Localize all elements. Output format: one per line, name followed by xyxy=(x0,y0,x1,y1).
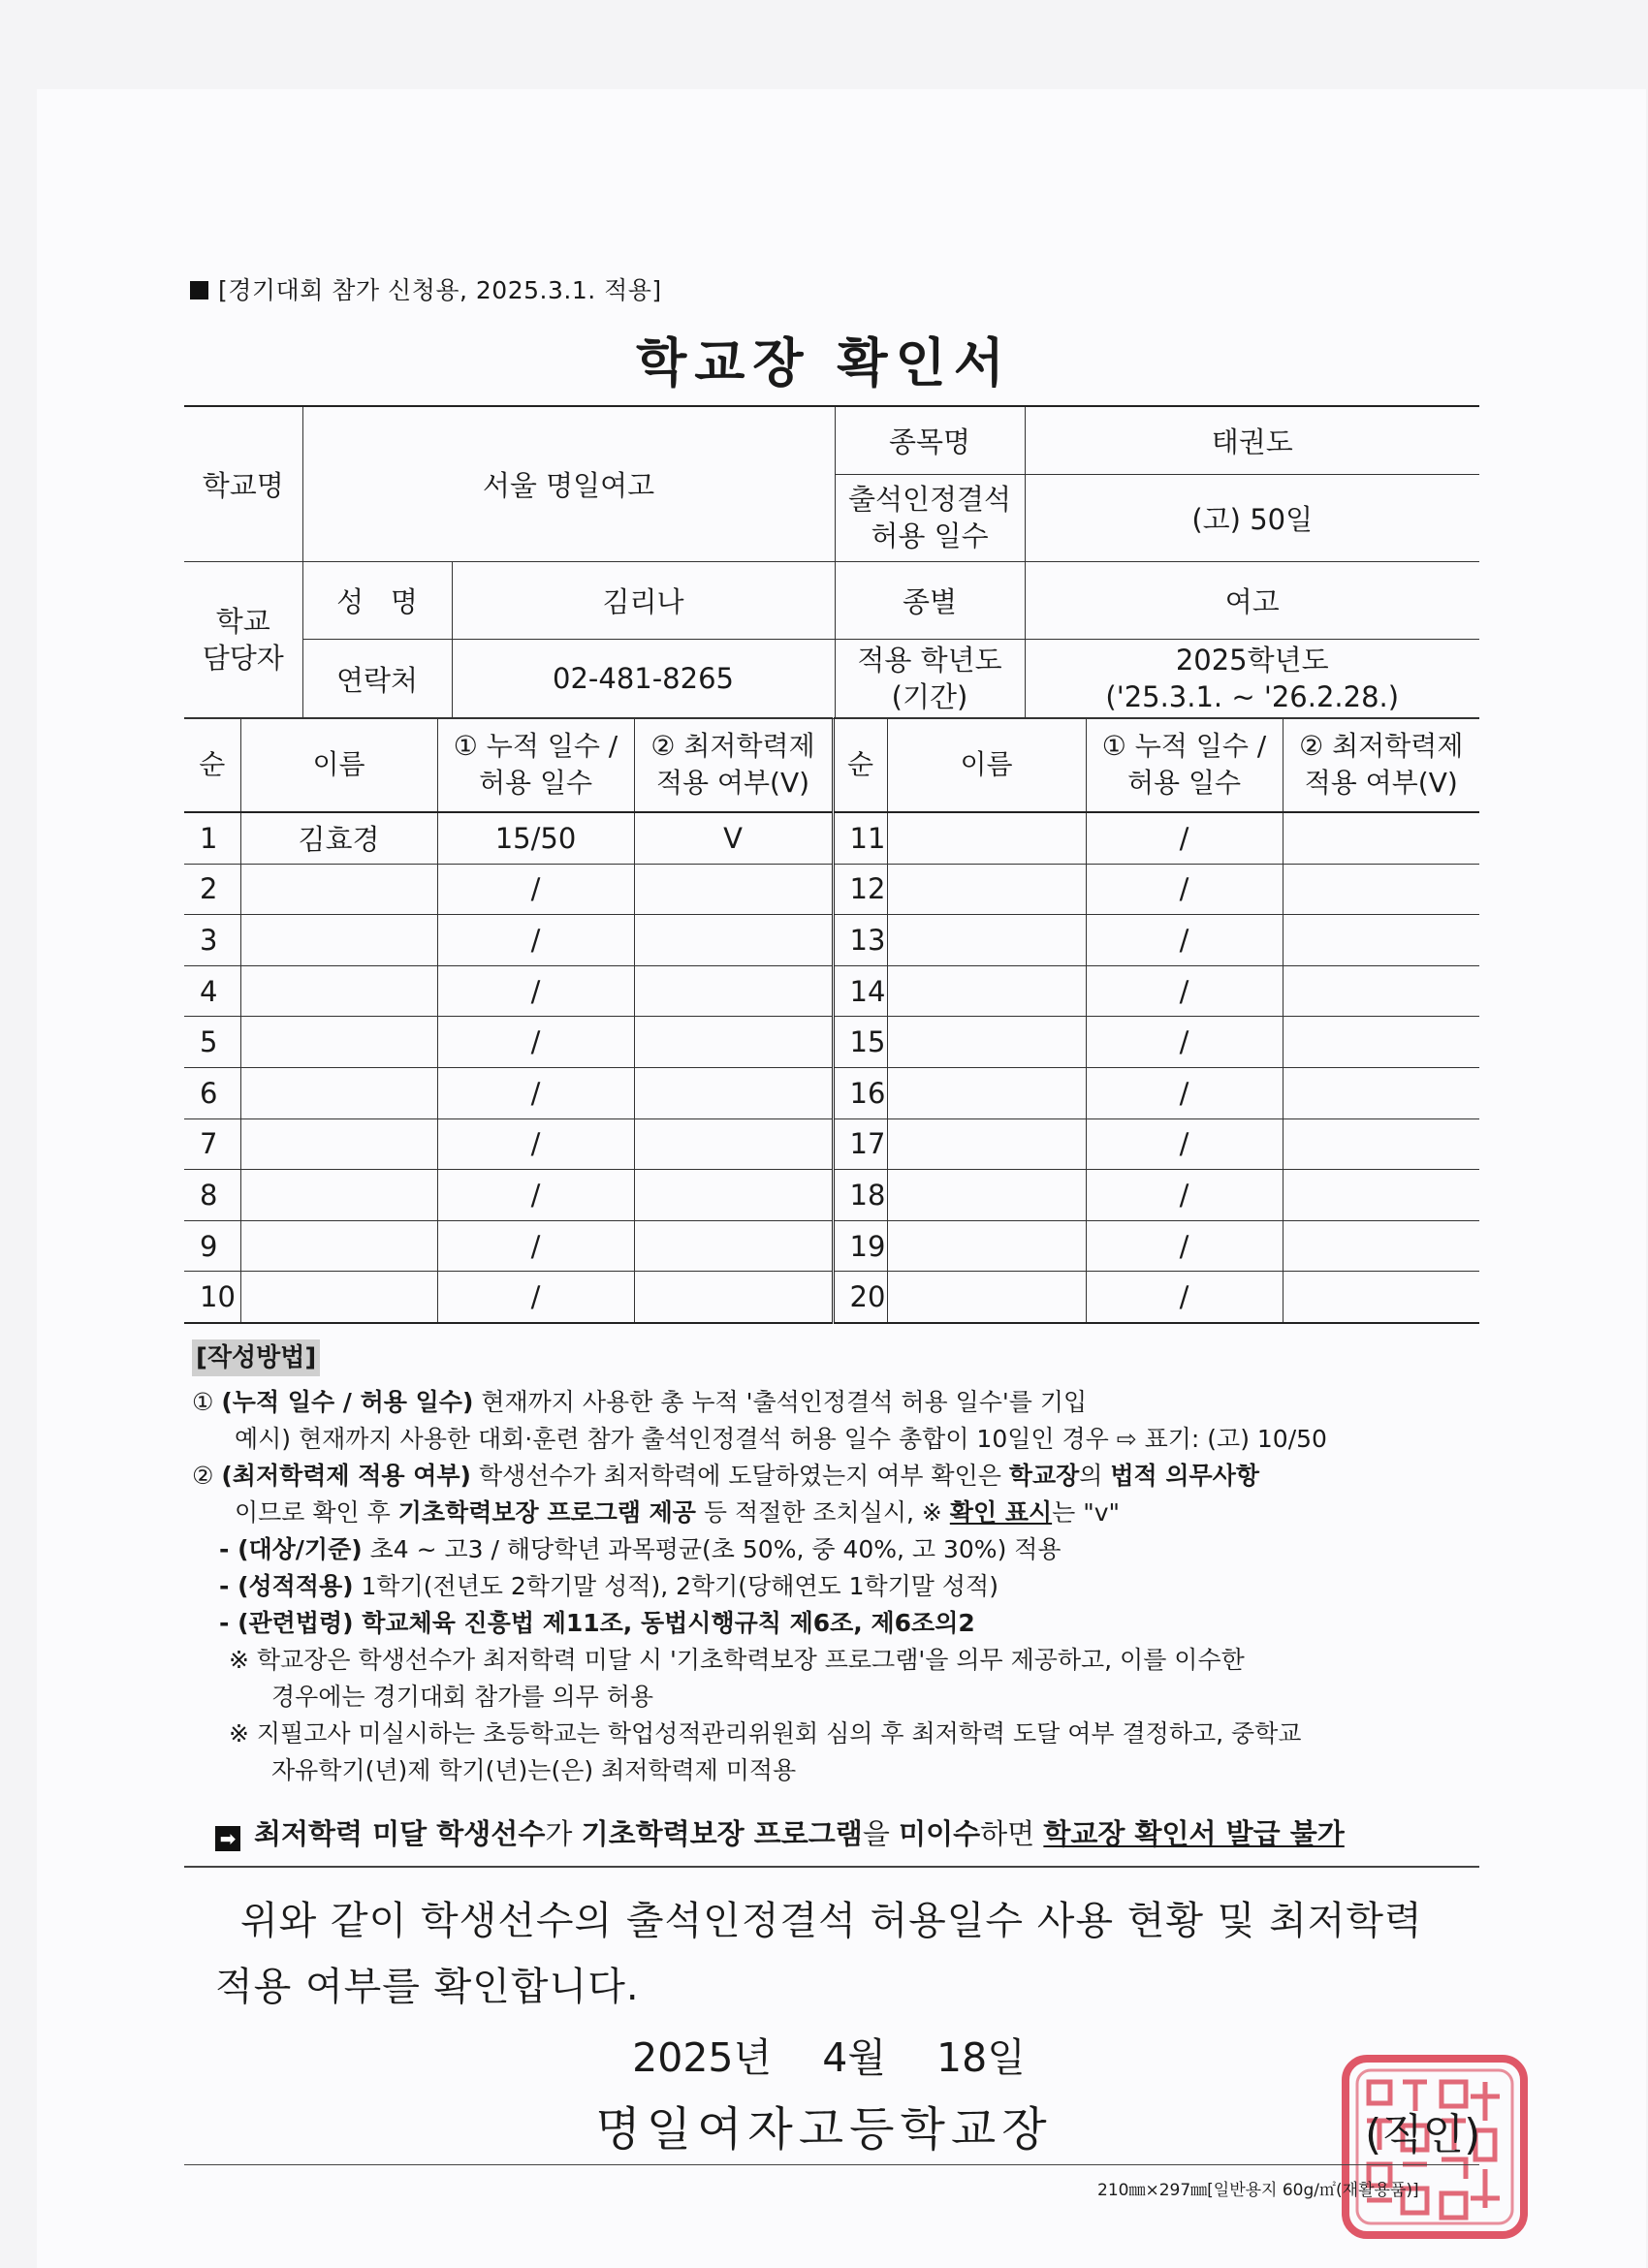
table-row xyxy=(184,864,1479,915)
days-ratio: / xyxy=(437,1118,634,1170)
table-row xyxy=(184,965,1479,1017)
table-row xyxy=(184,1272,1479,1323)
days-ratio: / xyxy=(1086,1017,1283,1068)
days-ratio: / xyxy=(437,864,634,915)
manager-label: 학교 담당자 xyxy=(184,561,302,718)
instruction-item-2: ② (최저학력제 적용 여부) 학생선수가 최저학력에 도달하였는지 여부 확인은 학교장의 법적 의무사항 xyxy=(192,1462,1260,1490)
days-ratio: / xyxy=(437,1067,634,1118)
note-1: ※ 학교장은 학생선수가 최저학력 미달 시 '기초학력보장 프로그램'을 의무 제공하고, 이를 이수한 xyxy=(229,1646,1245,1674)
student-name xyxy=(887,1067,1086,1118)
table-row xyxy=(184,1170,1479,1221)
min-achievement-check xyxy=(1283,812,1479,864)
signature-date: 2025년 4월 18일 xyxy=(632,2034,1026,2081)
student-name xyxy=(887,1118,1086,1170)
min-achievement-check xyxy=(1283,1118,1479,1170)
student-name xyxy=(240,915,437,966)
min-achievement-check xyxy=(634,1118,833,1170)
student-name xyxy=(240,1118,437,1170)
min-achievement-check xyxy=(1283,1067,1479,1118)
table-row xyxy=(184,1017,1479,1068)
student-name xyxy=(887,1272,1086,1323)
student-name xyxy=(240,1272,437,1323)
row-number: 3 xyxy=(184,915,240,966)
min-achievement-check xyxy=(634,1220,833,1272)
category-label: 종별 xyxy=(835,561,1025,639)
days-ratio: / xyxy=(1086,812,1283,864)
row-number: 5 xyxy=(184,1017,240,1068)
row-number: 1 xyxy=(184,812,240,864)
divider-bottom xyxy=(184,2164,1479,2165)
student-name: 김효경 xyxy=(240,812,437,864)
days-ratio: / xyxy=(1086,1272,1283,1323)
note-2: ※ 지필고사 미실시하는 초등학교는 학업성적관리위원회 심의 후 최저학력 도달 여부 결정하고, 중학교 xyxy=(229,1719,1302,1748)
school-year-value: 2025학년도 ('25.3.1. ~ '26.2.28.) xyxy=(1025,639,1479,718)
instruction-item-2-cont: 이므로 확인 후 기초학력보장 프로그램 제공 등 적절한 조치실시, ※ 확인 표시는 "v" xyxy=(235,1498,1121,1527)
days-ratio: / xyxy=(1086,1170,1283,1221)
row-number: 10 xyxy=(184,1272,240,1323)
row-number: 9 xyxy=(184,1220,240,1272)
student-name xyxy=(240,1067,437,1118)
row-number: 4 xyxy=(184,965,240,1017)
principal-name: 명일여자고등학교장 xyxy=(595,2102,1053,2157)
min-achievement-check xyxy=(634,864,833,915)
days-ratio: / xyxy=(437,1220,634,1272)
table-row xyxy=(184,812,1479,864)
col-name-header: 이름 xyxy=(887,718,1086,813)
student-name xyxy=(240,1170,437,1221)
confirmation-statement: 위와 같이 학생선수의 출석인정결석 허용일수 사용 현황 및 최저학력 적용 여부를 확인합니다. xyxy=(215,1899,1423,2009)
warning-notice: ➡ 최저학력 미달 학생선수가 기초학력보장 프로그램을 미이수하면 학교장 확인서 발급 불가 xyxy=(215,1812,1345,1852)
days-ratio: / xyxy=(437,1017,634,1068)
row-number: 18 xyxy=(833,1170,887,1221)
instructions-section xyxy=(192,1339,1491,1789)
table-row xyxy=(184,1220,1479,1272)
min-achievement-check: V xyxy=(634,812,833,864)
category-value: 여고 xyxy=(1025,561,1479,639)
row-number: 2 xyxy=(184,864,240,915)
min-achievement-check xyxy=(1283,1220,1479,1272)
divider-top xyxy=(184,1866,1479,1868)
days-ratio: / xyxy=(1086,864,1283,915)
sport-label: 종목명 xyxy=(835,406,1025,474)
days-ratio: / xyxy=(1086,915,1283,966)
row-number: 6 xyxy=(184,1067,240,1118)
days-ratio: / xyxy=(437,1272,634,1323)
table-row xyxy=(184,1067,1479,1118)
days-ratio: / xyxy=(1086,1118,1283,1170)
min-achievement-check xyxy=(1283,864,1479,915)
student-name xyxy=(887,1220,1086,1272)
row-number: 13 xyxy=(833,915,887,966)
days-ratio: / xyxy=(437,915,634,966)
instructions-title: [작성방법] xyxy=(192,1339,320,1376)
sport-value: 태권도 xyxy=(1025,406,1479,474)
instruction-example: 예시) 현재까지 사용한 대회·훈련 참가 출석인정결석 허용 일수 총합이 10일인 경우 ⇨ 표기: (고) 10/50 xyxy=(235,1425,1327,1453)
days-ratio: / xyxy=(1086,965,1283,1017)
min-achievement-check xyxy=(1283,965,1479,1017)
school-info-table xyxy=(184,405,1479,719)
student-name xyxy=(887,1017,1086,1068)
manager-name-label: 성 명 xyxy=(302,561,452,639)
row-number: 15 xyxy=(833,1017,887,1068)
student-name xyxy=(887,864,1086,915)
student-name xyxy=(887,965,1086,1017)
contact-value: 02-481-8265 xyxy=(452,639,835,718)
student-name xyxy=(887,1170,1086,1221)
school-name-value: 서울 명일여고 xyxy=(302,406,835,561)
student-name xyxy=(240,1220,437,1272)
row-number: 16 xyxy=(833,1067,887,1118)
min-achievement-check xyxy=(634,1017,833,1068)
col-no-header: 순 xyxy=(833,718,887,813)
min-achievement-check xyxy=(1283,1272,1479,1323)
student-name xyxy=(240,1017,437,1068)
days-ratio: / xyxy=(437,965,634,1017)
min-achievement-check xyxy=(634,1170,833,1221)
note-1-cont: 경우에는 경기대회 참가를 의무 허용 xyxy=(271,1683,654,1711)
min-achievement-check xyxy=(634,965,833,1017)
student-roster-table xyxy=(184,717,1479,1324)
grade-application-line: - (성적적용) 1학기(전년도 2학기말 성적), 2학기(당해연도 1학기말 성적) xyxy=(219,1572,998,1600)
seal-label: (직인) xyxy=(1365,2110,1481,2159)
document-title: 학교장 확인서 xyxy=(636,332,1012,394)
min-achievement-check xyxy=(1283,915,1479,966)
note-2-cont: 자유학기(년)제 학기(년)는(은) 최저학력제 미적용 xyxy=(271,1756,797,1784)
row-number: 7 xyxy=(184,1118,240,1170)
col-no-header: 순 xyxy=(184,718,240,813)
days-ratio: / xyxy=(1086,1220,1283,1272)
allowed-days-label: 출석인정결석 허용 일수 xyxy=(835,474,1025,561)
days-ratio: / xyxy=(437,1170,634,1221)
related-law-line: - (관련법령) 학교체육 진흥법 제11조, 동법시행규칙 제6조, 제6조의2 xyxy=(219,1609,975,1637)
min-achievement-check xyxy=(634,915,833,966)
row-number: 12 xyxy=(833,864,887,915)
row-number: 17 xyxy=(833,1118,887,1170)
student-name xyxy=(240,864,437,915)
col-min-header: ② 최저학력제 적용 여부(V) xyxy=(1283,718,1479,813)
table-row xyxy=(184,915,1479,966)
paper-spec-footer: 210㎜×297㎜[일반용지 60g/㎡(재활용품)] xyxy=(1097,2181,1419,2200)
min-achievement-check xyxy=(634,1272,833,1323)
min-achievement-check xyxy=(634,1067,833,1118)
student-name xyxy=(887,915,1086,966)
row-number: 20 xyxy=(833,1272,887,1323)
row-number: 14 xyxy=(833,965,887,1017)
min-achievement-check xyxy=(1283,1170,1479,1221)
contact-label: 연락처 xyxy=(302,639,452,718)
roster-header-row xyxy=(184,718,1479,813)
instruction-item-1: ① (누적 일수 / 허용 일수) 현재까지 사용한 총 누적 '출석인정결석 허용 일수'를 기입 xyxy=(192,1388,1088,1416)
table-row xyxy=(184,1118,1479,1170)
student-name xyxy=(887,812,1086,864)
row-number: 11 xyxy=(833,812,887,864)
square-bullet-icon xyxy=(190,281,208,299)
school-name-label: 학교명 xyxy=(184,406,302,561)
form-version-note: [경기대회 참가 신청용, 2025.3.1. 적용] xyxy=(190,271,662,306)
col-min-header: ② 최저학력제 적용 여부(V) xyxy=(634,718,833,813)
row-number: 19 xyxy=(833,1220,887,1272)
col-days-header: ① 누적 일수 / 허용 일수 xyxy=(1086,718,1283,813)
allowed-days-value: (고) 50일 xyxy=(1025,474,1479,561)
student-name xyxy=(240,965,437,1017)
criteria-line: - (대상/기준) 초4 ~ 고3 / 해당학년 과목평균(초 50%, 중 40%, 고 30%) 적용 xyxy=(219,1535,1062,1563)
arrow-box-icon: ➡ xyxy=(215,1826,240,1851)
min-achievement-check xyxy=(1283,1017,1479,1068)
col-days-header: ① 누적 일수 / 허용 일수 xyxy=(437,718,634,813)
days-ratio: 15/50 xyxy=(437,812,634,864)
days-ratio: / xyxy=(1086,1067,1283,1118)
row-number: 8 xyxy=(184,1170,240,1221)
manager-name-value: 김리나 xyxy=(452,561,835,639)
col-name-header: 이름 xyxy=(240,718,437,813)
school-year-label: 적용 학년도 (기간) xyxy=(835,639,1025,718)
